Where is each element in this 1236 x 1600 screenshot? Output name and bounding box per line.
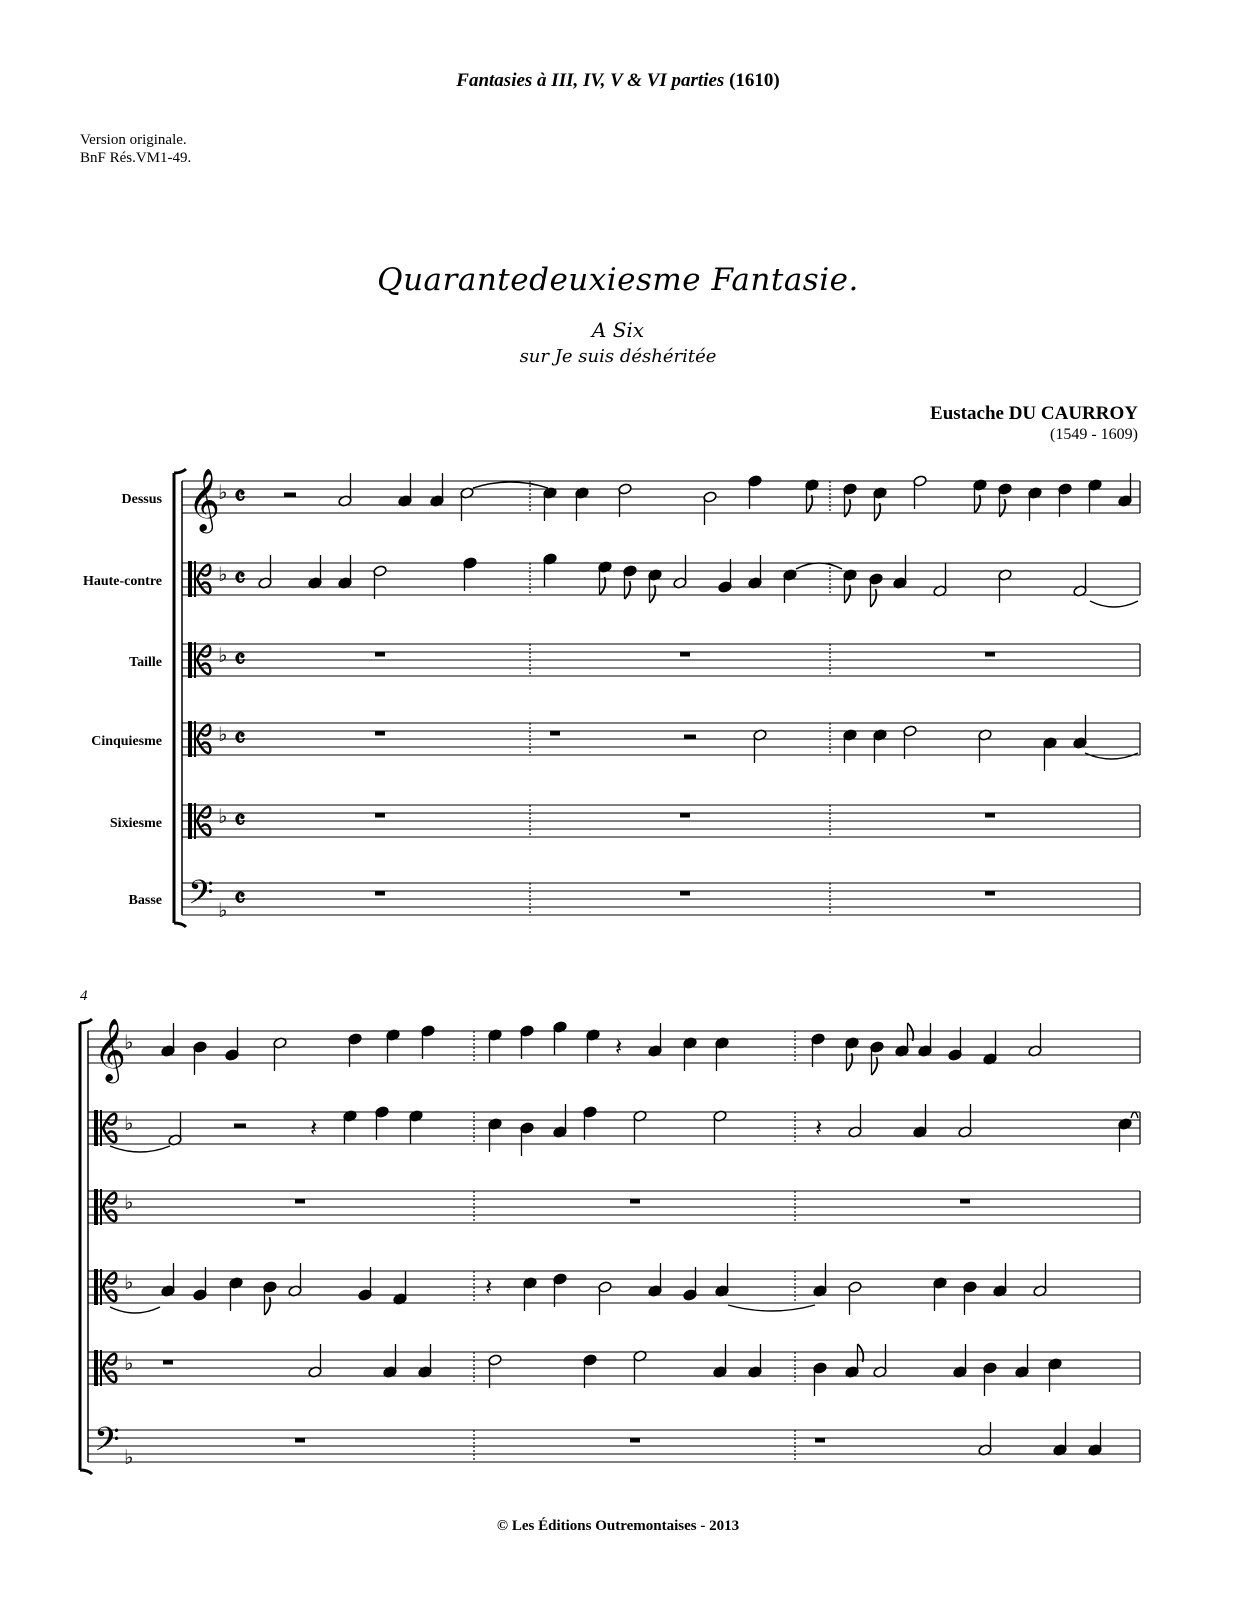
whole-rest-icon [295, 1438, 305, 1443]
quarter-rest-icon: 𝄽 [815, 1114, 823, 1142]
score-system-2 [80, 1018, 1140, 1474]
tie [110, 1307, 160, 1313]
piece-subsubtitle: sur Je suis déshéritée [519, 346, 717, 367]
staff-0 [88, 1018, 1140, 1084]
composer-name: Eustache DU CAURROY [930, 403, 1138, 424]
staff-4 [182, 803, 1140, 839]
flat-icon: ♭ [218, 562, 228, 586]
common-time-icon: 𝄴 [234, 724, 246, 754]
whole-rest-icon [985, 813, 995, 818]
copyright-footer: © Les Éditions Outremontaises - 2013 [496, 1518, 740, 1534]
whole-rest-icon [815, 1438, 825, 1443]
staff-2 [182, 642, 1140, 678]
note-flag [871, 589, 877, 607]
composer-dates: (1549 - 1609) [1050, 426, 1138, 443]
voice-label-dessus: Dessus [121, 492, 162, 507]
collection-year: (1610) [729, 70, 780, 91]
whole-rest-icon [375, 813, 385, 818]
voice-label-basse: Basse [128, 893, 162, 908]
quarter-rest-icon: 𝄽 [485, 1273, 493, 1301]
tie [728, 1305, 815, 1311]
flat-icon: ♭ [218, 804, 228, 828]
bass-clef-icon: 𝄢 [188, 874, 214, 920]
note-flag [650, 585, 656, 603]
note-flag [875, 503, 881, 521]
note-flag [872, 1057, 878, 1075]
whole-rest-icon [550, 731, 560, 736]
staff-1 [182, 553, 1140, 607]
staff-5 [182, 874, 1140, 922]
common-time-icon: 𝄴 [234, 564, 246, 594]
treble-clef-icon: 𝄞 [94, 1018, 126, 1081]
staff-3 [88, 1263, 1140, 1315]
whole-rest-icon [960, 1199, 970, 1204]
staff-3 [182, 715, 1140, 771]
note-flag [845, 585, 851, 603]
note-flag [845, 499, 851, 517]
common-time-icon: 𝄴 [234, 806, 246, 836]
tie [110, 1146, 170, 1152]
voice-label-sixiesme: Sixiesme [109, 816, 162, 831]
tie [473, 482, 548, 488]
note-flag [858, 1344, 864, 1362]
note-flag [600, 577, 606, 595]
whole-rest-icon [295, 1199, 305, 1204]
system-bracket [174, 469, 186, 927]
quarter-rest-icon: 𝄽 [310, 1114, 318, 1142]
quarter-rest-icon: 𝄽 [615, 1033, 623, 1061]
voice-label-haute-contre: Haute-contre [82, 574, 162, 589]
piece-title: Quarantedeuxiesme Fantasie. [377, 262, 859, 298]
staff-4 [88, 1344, 1140, 1396]
flat-icon: ♭ [124, 1351, 134, 1375]
whole-rest-icon [680, 891, 690, 896]
treble-clef-icon: 𝄞 [188, 468, 220, 531]
note-flag [975, 495, 981, 513]
bass-clef-icon: 𝄢 [94, 1421, 120, 1467]
whole-rest-icon [680, 813, 690, 818]
flat-icon: ♭ [218, 898, 228, 922]
flat-icon: ♭ [124, 1190, 134, 1214]
common-time-icon: 𝄴 [234, 884, 246, 914]
flat-icon: ♭ [218, 643, 228, 667]
note-flag [1000, 499, 1006, 517]
whole-rest-icon [163, 1360, 173, 1365]
flat-icon: ♭ [124, 1445, 134, 1469]
system-bracket [80, 1019, 92, 1474]
tie [1131, 1112, 1138, 1118]
source-line-2: BnF Rés.VM1-49. [80, 150, 192, 166]
common-time-icon: 𝄴 [234, 482, 246, 512]
tie [796, 563, 842, 569]
staff-5 [88, 1421, 1140, 1469]
whole-rest-icon [375, 652, 385, 657]
source-line-1: Version originale. [80, 132, 187, 148]
whole-rest-icon [630, 1438, 640, 1443]
whole-rest-icon [375, 731, 385, 736]
half-rest-icon [234, 1124, 246, 1129]
collection-name: Fantasies à III, IV, V & VI parties [456, 70, 725, 91]
voice-label-taille: Taille [129, 655, 162, 670]
flat-icon: ♭ [124, 1030, 134, 1054]
flat-icon: ♭ [218, 722, 228, 746]
staff-0 [182, 468, 1140, 534]
staff-1 [88, 1104, 1140, 1156]
note-flag [807, 495, 813, 513]
score-system-1 [174, 468, 1140, 927]
half-rest-icon [684, 735, 696, 740]
whole-rest-icon [630, 1199, 640, 1204]
measure-number: 4 [80, 988, 88, 1004]
note-flag [847, 1053, 853, 1071]
tie [1090, 601, 1138, 607]
flat-icon: ♭ [124, 1111, 134, 1135]
staff-2 [88, 1189, 1140, 1225]
whole-rest-icon [985, 652, 995, 657]
note-flag [625, 581, 631, 599]
half-rest-icon [284, 493, 296, 498]
voice-label-cinquiesme: Cinquiesme [91, 734, 162, 749]
whole-rest-icon [375, 891, 385, 896]
piece-subtitle: A Six [591, 318, 645, 342]
note-flag [908, 1023, 914, 1041]
whole-rest-icon [680, 652, 690, 657]
flat-icon: ♭ [218, 480, 228, 504]
flat-icon: ♭ [124, 1270, 134, 1294]
note-flag [265, 1297, 271, 1315]
common-time-icon: 𝄴 [234, 645, 246, 675]
whole-rest-icon [985, 891, 995, 896]
tie [1085, 753, 1138, 759]
